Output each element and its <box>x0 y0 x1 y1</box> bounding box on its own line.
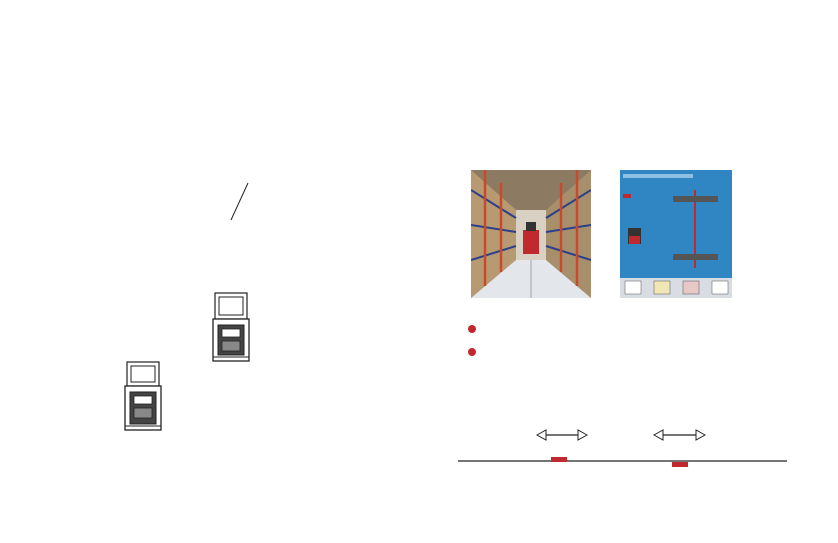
aisle-arrow-2 <box>654 430 705 440</box>
ground-magnetic-strip <box>551 457 567 462</box>
aisle-arrow-1 <box>537 430 587 440</box>
buried-magnetic-strip <box>672 462 688 467</box>
